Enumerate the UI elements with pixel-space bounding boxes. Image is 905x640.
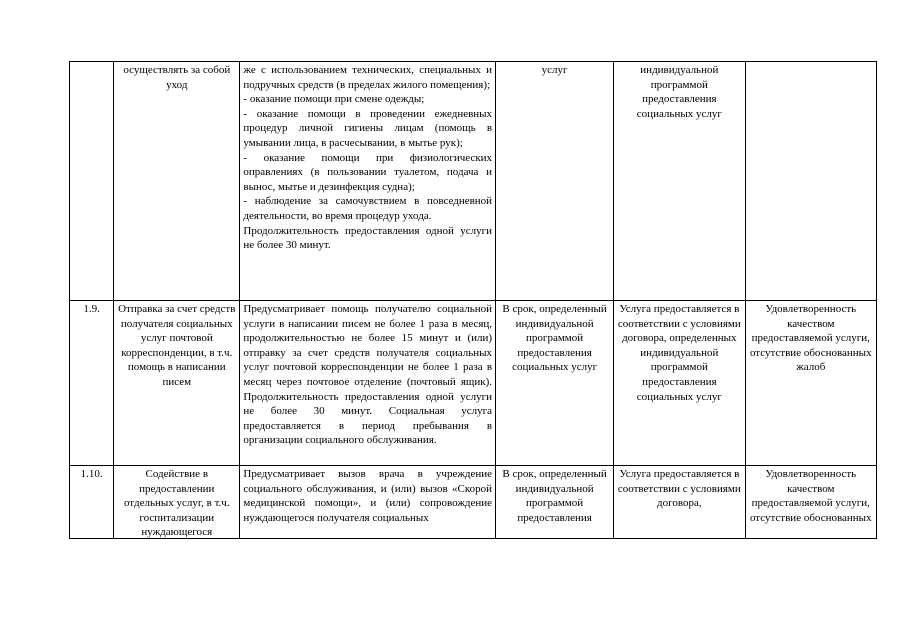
service-description <box>240 301 496 466</box>
description-line: - оказание помощи при смене одежды; <box>243 93 425 106</box>
service-term: В срок, определенный индивидуальной программой предоставления <box>502 468 607 524</box>
table-row <box>70 62 877 301</box>
row-number: 1.9. <box>70 301 114 466</box>
service-conditions: Услуга предоставляется в соответствии с условиями договора, определенных индивидуальной программой предоставления социальных услуг <box>614 301 745 466</box>
service-term-cell <box>496 466 614 539</box>
description-line: Продолжительность предоставления одной услуги не более 30 минут. <box>243 224 493 252</box>
table-row <box>70 301 877 466</box>
service-quality <box>745 62 876 301</box>
service-description <box>240 62 496 301</box>
service-term: В срок, определенный индивидуальной программой предоставления социальных услуг <box>496 301 614 466</box>
service-name: Содействие в предоставлении отдельных услуг, в т.ч. госпитализации нуждающегося <box>123 468 230 538</box>
description-line: Предусматривает вызов врача в учреждение социального обслуживания, и (или) вызов «Скорой медицинской помощи», и (или) сопровождение нуждающегося получателя социальных <box>243 468 493 524</box>
service-name-cell <box>114 466 240 539</box>
description-line: - оказание помощи при физиологических оправлениях (в пользовании туалетом, подача и вынос, мытье и дезинфекция судна); <box>243 151 493 193</box>
service-name: осуществлять за собой уход <box>114 62 240 301</box>
row-number: 1.10. <box>80 468 103 480</box>
service-quality: Удовлетворенность качеством предоставляемой услуги, отсутствие обоснованных <box>749 468 872 524</box>
service-conditions-cell <box>614 466 745 539</box>
service-name: Отправка за счет средств получателя социальных услуг почтовой корреспонденции, в т.ч. помощь в написании писем <box>114 301 240 466</box>
service-conditions: Услуга предоставляется в соответствии с условиями договора, <box>617 468 741 510</box>
service-quality-cell <box>745 466 876 539</box>
description-line: - оказание помощи в проведении ежедневных процедур личной гигиены лицам (помощь в умывании лица, в расчесывании, в мытье рук); <box>243 107 493 149</box>
service-quality: Удовлетворенность качеством предоставляемой услуги, отсутствие обоснованных жалоб <box>745 301 876 466</box>
service-term: услуг <box>496 62 614 301</box>
row-number <box>70 62 114 301</box>
table-row <box>70 466 877 539</box>
services-table <box>69 61 877 539</box>
description-line: - наблюдение за самочувствием в повседневной деятельности, во время процедур ухода. <box>243 195 493 222</box>
description-line: же с использованием технических, специальных и подручных средств (в пределах жилого помещения); <box>243 64 493 91</box>
row-number-cell <box>70 466 114 539</box>
description-line: Предусматривает помощь получателю социальной услуги в написании писем не более 1 раза в месяц, продолжительностью не более 15 минут и (или) отправку за счет средств получателя социальных услуг почтовой корреспонденции не более 1 раза в месяц через почтовое отделение (почтовый ящик). Продолжительность предоставления одной услуги не более 30 минут. Социальная услуга предоставляется в период пребывания в организации социального обслуживания. <box>243 303 493 447</box>
service-description <box>240 466 496 539</box>
service-conditions: индивидуальной программой предоставления социальных услуг <box>614 62 745 301</box>
